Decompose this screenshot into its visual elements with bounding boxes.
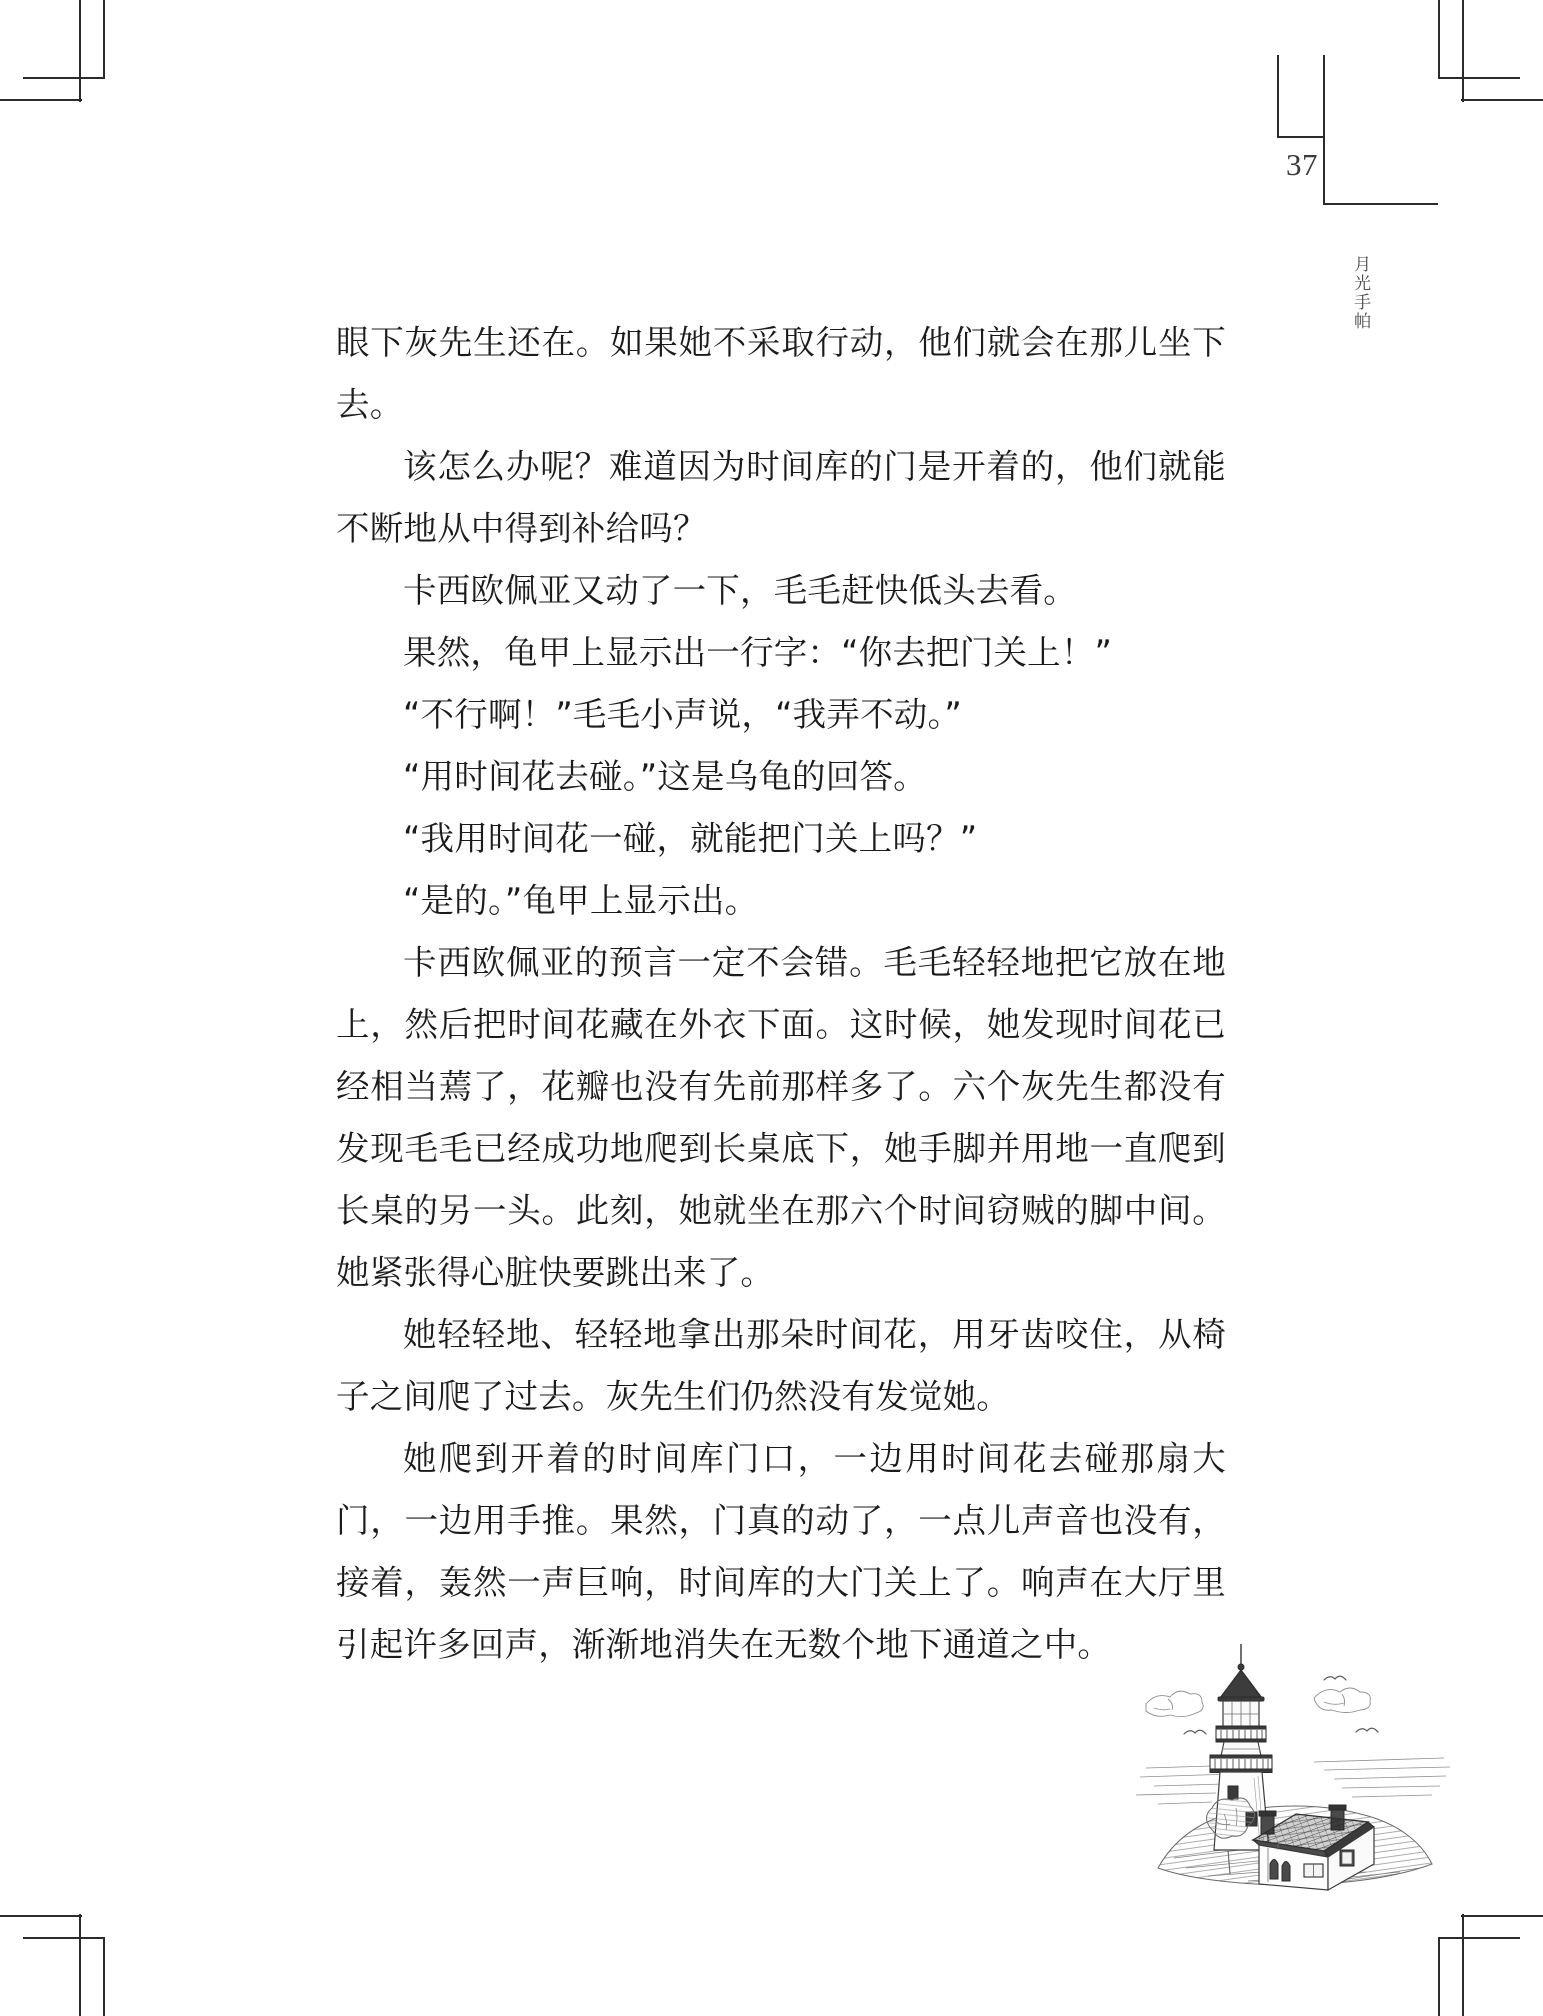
crop-mark-line [79, 0, 81, 102]
paragraph: 卡西欧佩亚的预言一定不会错。毛毛轻轻地把它放在地上，然后把时间花藏在外衣下面。这时候，她发现时间花已经相当蔫了，花瓣也没有先前那样多了。六个灰先生都没有发现毛毛已经成功地爬到长桌底下，她手脚并用地一直爬到长桌的另一头。此刻，她就坐在那六个时间窃贼的脚中间。她紧张得心脏快要跳出来了。 [336, 943, 1226, 1292]
paragraph: 她轻轻地、轻轻地拿出那朵时间花，用牙齿咬住，从椅子之间爬了过去。灰先生们仍然没有发觉她。 [336, 1315, 1226, 1416]
paragraph: 该怎么办呢？难道因为时间库的门是开着的，他们就能不断地从中得到补给吗？ [336, 447, 1226, 548]
crop-mark-line [103, 1937, 105, 2016]
paragraph: “我用时间花一碰，就能把门关上吗？” [403, 819, 978, 858]
header-rule [1277, 136, 1325, 138]
paragraph: 她爬到开着的时间库门口，一边用时间花去碰那扇大门，一边用手推。果然，门真的动了，一点儿声音也没有，接着，轰然一声巨响，时间库的大门关上了。响声在大厅里引起许多回声，渐渐地消失在无数个地下通道之中。 [336, 1439, 1226, 1664]
crop-mark-line [103, 0, 105, 79]
header-rule [1323, 203, 1438, 205]
body-text [336, 312, 1226, 1676]
crop-mark-top-left [0, 0, 120, 110]
page-number: 37 [1286, 147, 1318, 182]
crop-mark-line [1461, 1915, 1543, 1917]
crop-mark-bottom-right [1423, 1906, 1543, 2016]
paragraph: “用时间花去碰。”这是乌龟的回答。 [403, 757, 927, 796]
paragraph: “是的。”龟甲上显示出。 [403, 881, 759, 920]
crop-mark-line [1438, 1937, 1520, 1939]
paragraph: 果然，龟甲上显示出一行字：“你去把门关上！” [403, 633, 1113, 672]
crop-mark-line [79, 1914, 81, 2016]
paragraph: 眼下灰先生还在。如果她不采取行动，他们就会在那儿坐下去。 [336, 323, 1226, 424]
crop-mark-line [1438, 1937, 1440, 2016]
crop-mark-bottom-left [0, 1906, 120, 2016]
crop-mark-line [0, 1915, 82, 1917]
lighthouse-island-icon [1128, 1636, 1458, 1896]
header-rule [1277, 55, 1279, 138]
lighthouse-island-sketch-illustration [1128, 1636, 1458, 1896]
running-head: 月光手帕 [1350, 255, 1371, 331]
crop-mark-line [0, 99, 82, 101]
crop-mark-line [23, 1937, 105, 1939]
crop-mark-line [23, 77, 105, 79]
header-rule [1323, 55, 1325, 205]
paragraph: “不行啊！”毛毛小声说，“我弄不动。” [403, 695, 962, 734]
page-header [1270, 55, 1490, 345]
crop-mark-line [1462, 1914, 1464, 2016]
paragraph: 卡西欧佩亚又动了一下，毛毛赶快低头去看。 [403, 571, 1077, 610]
